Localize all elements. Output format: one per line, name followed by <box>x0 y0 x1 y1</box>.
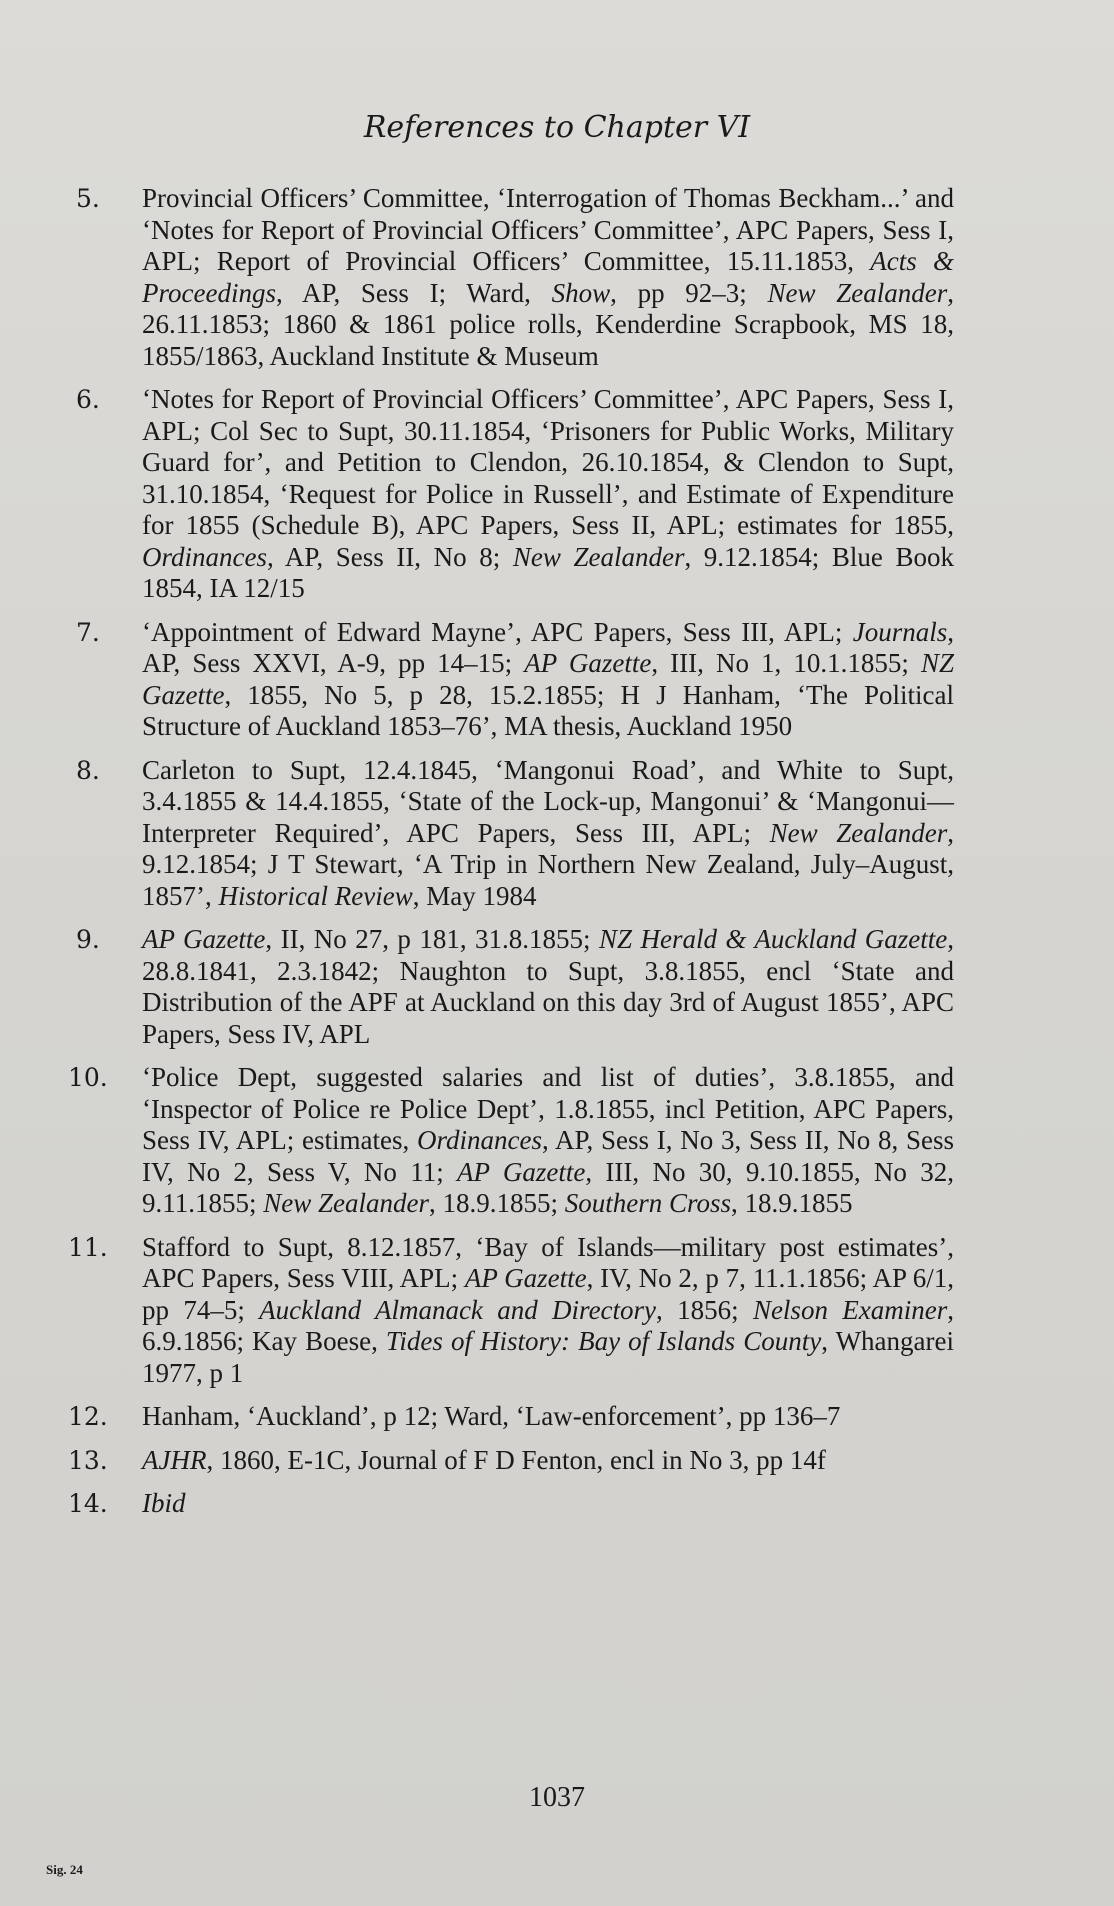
reference-number: 9. <box>76 925 100 954</box>
reference-text <box>142 1445 954 1477</box>
reference-text <box>142 1488 954 1520</box>
reference-text-segment: , May 1984 <box>412 880 537 911</box>
reference-text-segment: ‘Police Dept, suggested salaries and list of duties’, 3.8.1855, and ‘Inspector of Police re Police Dept’, 1.8.1855, incl Petition, APC Papers, Sess IV, APL; estimates, <box>142 1062 954 1155</box>
reference-title-italic: New Zealander <box>769 817 948 848</box>
reference-text-segment: , AP, Sess I; Ward, <box>275 277 552 308</box>
reference-title-italic: AJHR <box>142 1444 207 1475</box>
reference-item <box>68 183 954 372</box>
reference-title-italic: AP Gazette <box>464 1263 587 1293</box>
reference-title-italic: Ordinances <box>417 1125 542 1155</box>
reference-text <box>142 384 954 605</box>
reference-number: 12. <box>68 1402 108 1431</box>
reference-title-italic: AP Gazette <box>142 924 266 954</box>
reference-text-segment: , AP, Sess II, No 8; <box>266 541 513 572</box>
reference-title-italic: AP Gazette <box>524 648 652 678</box>
reference-text-segment: Hanham, ‘Auckland’, p 12; Ward, ‘Law-enforcement’, pp 136–7 <box>142 1401 841 1431</box>
reference-text-segment: Carleton to Supt, 12.4.1845, ‘Mangonui Road’, and White to Supt, 3.4.1855 & 14.4.1855, ‘State of the Lock-up, Mangonui’ & ‘Mangonui—Interpreter Required’, APC Papers, Sess III, APL; <box>142 754 954 848</box>
reference-title-italic: Tides of History: Bay of Islands County <box>385 1326 822 1356</box>
reference-number: 8. <box>76 755 100 785</box>
reference-text-segment: ‘Appointment of Edward Mayne’, APC Papers, Sess III, APL; <box>142 616 853 647</box>
reference-text-segment: Stafford to Supt, 8.12.1857, ‘Bay of Islands—military post estimates’, APC Papers, Sess VIII, APL; <box>142 1231 954 1293</box>
reference-title-italic: Ibid <box>142 1488 186 1518</box>
reference-text-segment: , 26.11.1853; 1860 & 1861 police rolls, Kenderdine Scrapbook, MS 18, 1855/1863, Auckland Institute & Museum <box>142 277 954 371</box>
reference-text-segment: , AP, Sess XXVI, A-9, pp 14–15; <box>142 616 954 678</box>
reference-item <box>68 1062 954 1220</box>
reference-text-segment: , pp 92–3; <box>610 277 768 308</box>
reference-text-segment: , III, No 1, 10.1.1855; <box>651 648 921 678</box>
reference-text-segment: ‘Notes for Report of Provincial Officers’ Committee’, APC Papers, Sess I, APL; Col Sec to Supt, 30.11.1854, ‘Prisoners for Public Works, Military Guard for’, and Petition to Clendon, 26.10.1854, & Clendon to Supt, 31.10.1854, ‘Request for Police in Russell’, and Estimate of Expenditure for 1855 (Schedule B), APC Papers, Sess II, APL; estimates for 1855, <box>142 384 954 540</box>
reference-number: 10. <box>68 1063 108 1092</box>
reference-number: 5. <box>76 184 100 213</box>
reference-title-italic: New Zealander <box>263 1188 429 1218</box>
reference-text-segment: , Whangarei 1977, p 1 <box>142 1326 954 1388</box>
reference-item <box>68 1401 954 1433</box>
reference-item <box>68 1445 954 1477</box>
reference-text-segment: , 6.9.1856; Kay Boese, <box>142 1294 954 1356</box>
reference-text-segment: , 1860, E-1C, Journal of F D Fenton, encl in No 3, pp 14f <box>206 1444 826 1475</box>
reference-item <box>68 384 954 605</box>
reference-text-segment: , 9.12.1854; Blue Book 1854, IA 12/15 <box>142 541 954 603</box>
reference-title-italic: NZ Gazette <box>142 648 954 710</box>
reference-title-italic: AP Gazette <box>457 1156 586 1187</box>
reference-number: 14. <box>68 1489 108 1518</box>
reference-title-italic: Acts & Proceedings <box>142 246 954 308</box>
reference-item <box>68 617 954 743</box>
reference-text-segment: , III, No 30, 9.10.1855, No 32, 9.11.1855; <box>142 1156 954 1218</box>
reference-text <box>142 1062 954 1220</box>
reference-text-segment: , 1855, No 5, p 28, 15.2.1855; H J Hanham, ‘The Political Structure of Auckland 1853–76’, MA thesis, Auckland 1950 <box>142 679 954 741</box>
reference-text <box>142 755 954 913</box>
reference-text-segment: , II, No 27, p 181, 31.8.1855; <box>265 924 600 954</box>
reference-text <box>142 617 954 743</box>
reference-item <box>68 755 954 913</box>
reference-title-italic: Nelson Examiner <box>752 1294 948 1325</box>
reference-title-italic: Show <box>551 277 611 308</box>
reference-number: 7. <box>76 617 100 647</box>
reference-text <box>142 924 954 1050</box>
reference-title-italic: Southern Cross <box>564 1188 732 1218</box>
reference-text-segment: Provincial Officers’ Committee, ‘Interrogation of Thomas Beckham...’ and ‘Notes for Report of Provincial Officers’ Committee’, APC Papers, Sess I, APL; Report of Provincial Officers’ Committee, 15.11.1853, <box>142 183 954 276</box>
reference-text-segment: , 18.9.1855; <box>429 1188 565 1218</box>
reference-title-italic: Ordinances <box>142 541 267 572</box>
reference-text-segment: , 9.12.1854; J T Stewart, ‘A Trip in Northern New Zealand, July–August, 1857’, <box>142 817 955 911</box>
reference-text <box>142 1232 954 1390</box>
reference-item <box>68 924 954 1050</box>
reference-text <box>142 1401 954 1433</box>
reference-title-italic: Journals <box>852 616 948 647</box>
reference-text-segment: , 18.9.1855 <box>731 1188 853 1218</box>
reference-title-italic: Auckland Almanack and Directory <box>259 1294 657 1325</box>
reference-number: 6. <box>76 385 100 414</box>
reference-text-segment: , 28.8.1841, 2.3.1842; Naughton to Supt, 3.8.1855, encl ‘State and Distribution of the APF at Auckland on this day 3rd of August 1855’, APC Papers, Sess IV, APL <box>142 924 955 1049</box>
reference-number: 11. <box>68 1232 108 1262</box>
page-number: 1037 <box>529 1782 585 1813</box>
reference-item <box>68 1488 954 1520</box>
signature-mark: Sig. 24 <box>46 1862 83 1877</box>
reference-text <box>142 183 954 372</box>
reference-text-segment: , AP, Sess I, No 3, Sess II, No 8, Sess IV, No 2, Sess V, No 11; <box>142 1125 955 1187</box>
reference-title-italic: NZ Herald & Auckland Gazette <box>599 924 948 954</box>
reference-title-italic: New Zealander <box>767 277 948 308</box>
reference-text-segment: , 1856; <box>656 1294 753 1325</box>
chapter-heading: References to Chapter VI <box>363 110 751 145</box>
reference-number: 13. <box>68 1445 108 1475</box>
reference-text-segment: , IV, No 2, p 7, 11.1.1856; AP 6/1, pp 74–5; <box>142 1263 954 1325</box>
reference-list <box>68 183 954 1532</box>
reference-title-italic: Historical Review <box>218 880 413 911</box>
reference-item <box>68 1232 954 1390</box>
reference-title-italic: New Zealander <box>512 541 685 572</box>
